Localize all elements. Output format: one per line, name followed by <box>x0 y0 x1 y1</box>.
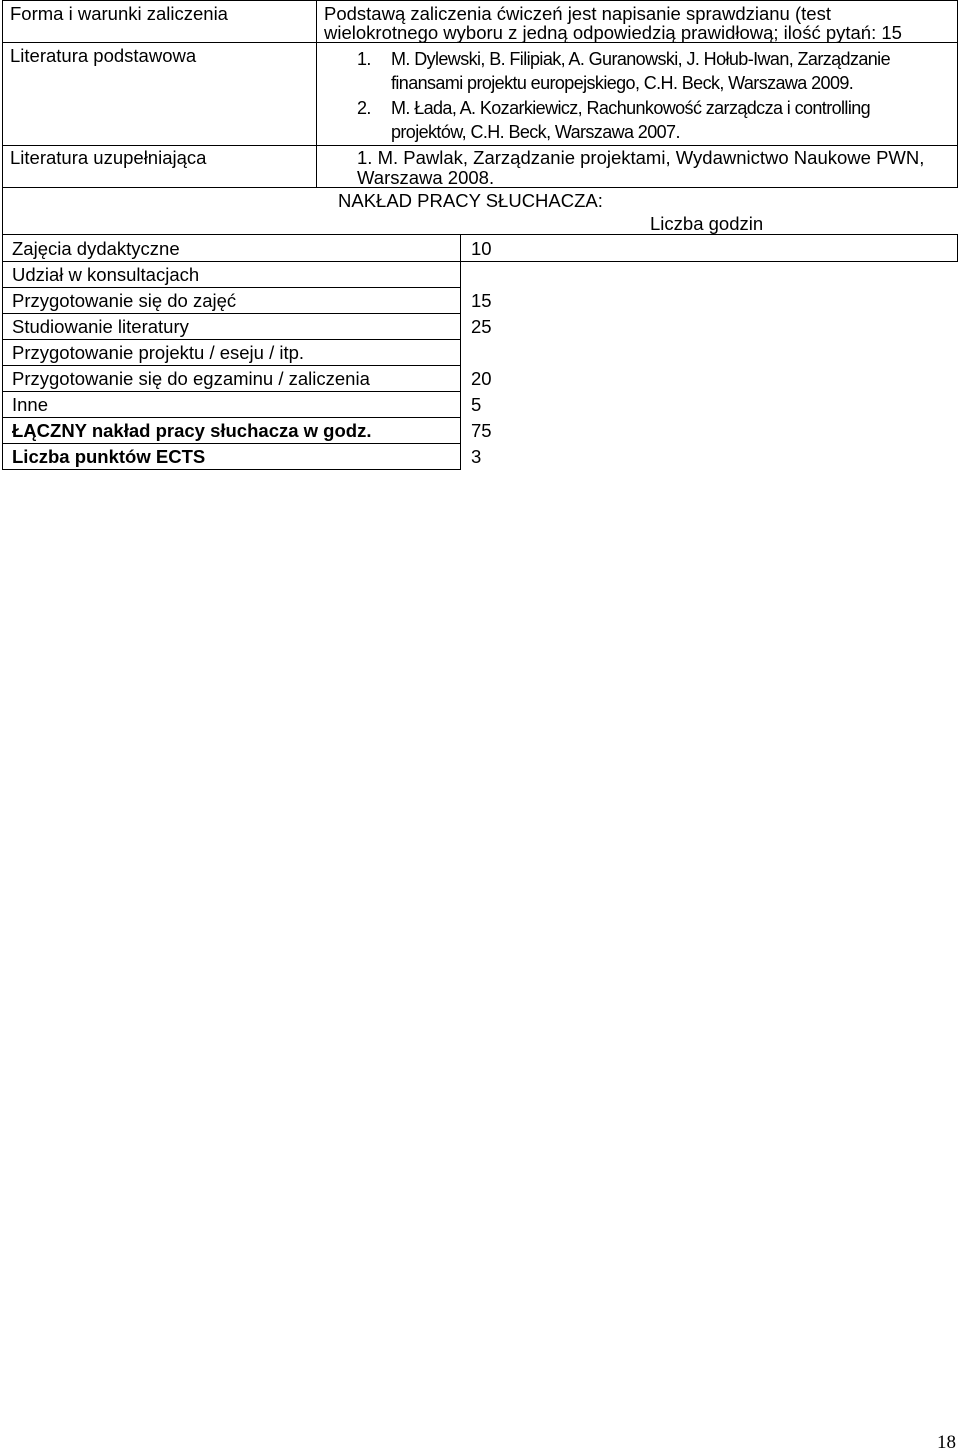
workload-row-label: Studiowanie literatury <box>12 316 189 337</box>
table-border-top <box>2 0 958 1</box>
literature-item-1-line-1: M. Dylewski, B. Filipiak, A. Guranowski, J. Hołub-Iwan, Zarządzanie <box>391 49 890 69</box>
workload-row-label: Przygotowanie projektu / eseju / itp. <box>12 342 305 363</box>
ects-value: 3 <box>471 446 482 467</box>
workload-row-value: 25 <box>471 316 492 337</box>
literature-item-1-line-2: finansami projektu europejskiego, C.H. Beck, Warszawa 2009. <box>391 73 854 93</box>
workload-row-value: 20 <box>471 368 492 389</box>
workload-row-value: 5 <box>471 394 482 415</box>
table-border-right <box>957 0 958 188</box>
literature-item-2-line-2: projektów, C.H. Beck, Warszawa 2007. <box>391 122 680 142</box>
workload-row-divider <box>2 339 461 340</box>
row-label-literatura-podstawowa: Literatura podstawowa <box>10 45 197 66</box>
table-col-divider <box>316 0 317 188</box>
literature-item-number: 2. <box>357 98 371 118</box>
workload-row-label: Przygotowanie się do zajęć <box>12 290 237 311</box>
hours-column-header: Liczba godzin <box>650 213 764 234</box>
workload-row-divider <box>2 287 461 288</box>
workload-row-label: Zajęcia dydaktyczne <box>12 238 180 259</box>
forma-text-line-1: Podstawą zaliczenia ćwiczeń jest napisanie sprawdzianu (test <box>324 3 831 24</box>
literature-item-number: 1. <box>357 49 371 69</box>
workload-row-label: Inne <box>12 394 49 415</box>
table-row-divider <box>2 145 958 146</box>
page-number: 18 <box>937 1432 956 1453</box>
workload-title: NAKŁAD PRACY SŁUCHACZA: <box>338 190 603 211</box>
workload-total-label: ŁĄCZNY nakład pracy słuchacza w godz. <box>12 420 372 441</box>
literature-extra-line-1: 1. M. Pawlak, Zarządzanie projektami, Wydawnictwo Naukowe PWN, <box>357 147 925 168</box>
row-label-literatura-uzupelniajaca: Literatura uzupełniająca <box>10 147 207 168</box>
workload-row-divider <box>2 234 958 235</box>
workload-row-value: 15 <box>471 290 492 311</box>
workload-row-label: Udział w konsultacjach <box>12 264 200 285</box>
literature-extra-line-2: Warszawa 2008. <box>357 167 495 188</box>
workload-row-divider <box>2 443 461 444</box>
workload-row-label: Przygotowanie się do egzaminu / zaliczenia <box>12 368 370 389</box>
forma-text-line-2: wielokrotnego wyboru z jedną odpowiedzią prawidłową; ilość pytań: 15 <box>324 22 902 43</box>
workload-row-divider <box>2 417 461 418</box>
row-label-forma: Forma i warunki zaliczenia <box>10 3 228 24</box>
workload-total-value: 75 <box>471 420 492 441</box>
workload-row-divider <box>2 261 958 262</box>
workload-border-bottom <box>2 469 461 470</box>
literature-item-2-line-1: M. Łada, A. Kozarkiewicz, Rachunkowość zarządcza i controlling <box>391 98 871 118</box>
workload-row-value: 10 <box>471 238 492 259</box>
ects-label: Liczba punktów ECTS <box>12 446 206 467</box>
workload-row-divider <box>2 391 461 392</box>
workload-row-divider <box>2 365 461 366</box>
workload-border-right <box>957 234 958 261</box>
workload-col-divider <box>460 234 461 470</box>
workload-row-divider <box>2 313 461 314</box>
